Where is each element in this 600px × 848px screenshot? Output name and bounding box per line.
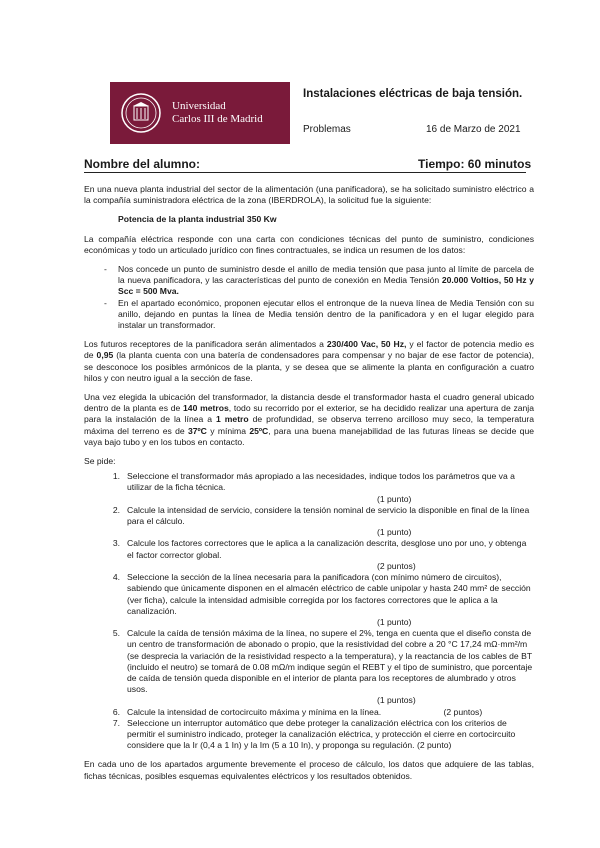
- student-name-label: Nombre del alumno:: [84, 157, 201, 171]
- bold-run: 140 metros: [183, 403, 229, 414]
- bold-run: 0,95: [96, 350, 114, 361]
- conditions-list: [84, 264, 534, 331]
- text-run: y mínima: [206, 425, 250, 436]
- question-number: 6.: [112, 706, 120, 717]
- text-run: Los futuros receptores de la panificadora serán alimentados a: [84, 339, 327, 350]
- question-item: [84, 505, 534, 539]
- question-item: [84, 718, 534, 752]
- list-item: [84, 264, 534, 298]
- questions-list: [84, 471, 534, 751]
- question-item: [84, 471, 534, 505]
- question-text: Seleccione el transformador más apropiado a las necesidades, indique todos los parámetros que va a utilizar de la ficha técnica.: [127, 471, 515, 493]
- closing-paragraph: En cada uno de los apartados argumente brevemente el proceso de cálculo, los datos que adquiere de las tablas, fichas técnicas, posibles esquemas equivalentes eléctricos y los resultados obtenidos.: [84, 759, 534, 781]
- question-number: 7.: [112, 717, 120, 728]
- question-text: Seleccione un interruptor automático que debe proteger la canalización eléctrica con los criterios de permitir el suministro indicado, proteger la canalización eléctrica, y protección el cierre en cortocircuito considere que la Ir (0,4 a 1 In) y la Im (5 a 10 In), y proponga su regulación.: [127, 717, 516, 751]
- question-points: (1 punto): [377, 527, 412, 538]
- se-pide-label: Se pide:: [84, 456, 116, 467]
- bullet-text: Nos concede un punto de suministro desde el anillo de media tensión que pasa junto al límite de parcela de la nueva panificadora, y las características del punto de conexión en Media Tensión: [118, 264, 534, 286]
- list-item: [84, 298, 534, 332]
- question-number: 3.: [112, 538, 120, 549]
- question-text: Calcule la intensidad de servicio, considere la tensión nominal de servicio la disponible en final de la línea para el cálculo.: [127, 504, 530, 527]
- doc-date: 16 de Marzo de 2021: [426, 124, 521, 135]
- text-run: y el factor de potencia medio es de: [84, 339, 535, 361]
- question-text: Calcule la caída de tensión máxima de la línea, no supere el 2%, tenga en cuenta que el diseño consta de un centro de transformación de abonado o propio, que la resistividad del cobre a 20 °C 17,24 mΩ·mm²/m (se desprecia la variación de la resistividad respecto a la temperatura), y la reactancia de los cables de BT (incluido el neutro) se tomará de 0.08 mΩ/m indique según el REBT y el tipo de suministro, que porcentaje de caída de tensión queda disponible en el interior de planta para los receptores de alumbrado y otros usos.: [127, 628, 533, 695]
- course-title: Instalaciones eléctricas de baja tensión.: [303, 88, 523, 100]
- question-text: Calcule los factores correctores que le aplica a la canalización descrita, desglose uno por uno, y obtenga el factor corrector global.: [127, 538, 527, 560]
- text-run: , para una buena manejabilidad de las futuras líneas se decide que vaya bajo tubo y en los tubos en contacto.: [84, 425, 535, 447]
- question-text: Seleccione la sección de la línea necesaria para la panificadora (con mínimo número de circuitos), sabiendo que únicamente disponen en el almacén eléctrico de cable unipolar y hasta 240 mm² de sección (ver ficha), calcule la intensidad admisible corregida por los factores correctores que le aplica a la canalización.: [127, 572, 531, 616]
- question-number: 5.: [112, 628, 120, 639]
- bold-run: 1 metro: [216, 414, 249, 425]
- question-points: (2 punto): [416, 740, 452, 751]
- bullet-bold: 20.000 Voltios, 50 Hz y Scc = 500 Mva.: [118, 275, 534, 297]
- time-limit-label: Tiempo: 60 minutos: [418, 157, 532, 171]
- university-seal-icon: [120, 92, 162, 134]
- bold-run: 37ºC: [187, 425, 207, 436]
- question-text: Calcule la intensidad de cortocircuito máxima y mínima en la línea.: [127, 706, 382, 717]
- question-item: [84, 538, 534, 572]
- power-request-text: Potencia de la planta industrial 350 Kw: [118, 214, 277, 225]
- question-points: (2 puntos): [443, 706, 483, 717]
- question-points: (2 puntos): [377, 560, 416, 571]
- doc-type: Problemas: [303, 124, 351, 135]
- question-item: [84, 628, 534, 706]
- power-request: [84, 214, 534, 225]
- text-run: (la planta cuenta con una batería de condensadores para compensar y no bajar de ese factor de potencia), se desconoce los posibles armónicos de la planta, y se desea que se alimente la planta en configuración a cuatro hilos y con neutro igual a la sección de fase.: [84, 350, 534, 383]
- question-points: (1 punto): [377, 493, 412, 504]
- problem-body: [84, 184, 534, 782]
- university-name: [172, 100, 263, 126]
- question-number: 1.: [112, 471, 120, 482]
- university-name-line1: Universidad: [172, 100, 226, 112]
- text-run: , todo su recorrido por el exterior, se ha decidido realizar una apertura de zanja para la instalación de la línea a: [84, 403, 534, 425]
- question-points: (1 punto): [377, 616, 412, 627]
- transformer-paragraph: [84, 392, 534, 448]
- university-logo: [110, 82, 290, 144]
- bold-run: 25ºC: [249, 425, 269, 436]
- question-points: (1 puntos): [377, 695, 416, 706]
- university-name-line2: Carlos III de Madrid: [172, 113, 263, 125]
- intro-paragraph: En una nueva planta industrial del sector de la alimentación (una panificadora), se ha solicitado suministro eléctrico a la compañía suministradora eléctrica de la zona (IBERDROLA), la solicitud fue la siguiente:: [84, 184, 534, 206]
- company-reply-paragraph: La compañía eléctrica responde con una carta con condiciones técnicas del punto de suministro, condiciones económicas y todo un articulado jurídico con fines contractuales, se indica un resumen de los datos:: [84, 233, 534, 255]
- text-run: Una vez elegida la ubicación del transformador, la distancia desde el transformador hasta el cuadro general ubicado dentro de la planta es de: [84, 392, 534, 414]
- text-run: de profundidad, se observa terreno arcilloso muy seco, la temperatura máxima del terreno es de: [84, 414, 534, 436]
- receptors-paragraph: [84, 339, 534, 384]
- bold-run: 230/400 Vac, 50 Hz,: [326, 339, 407, 350]
- divider: [84, 172, 526, 173]
- question-number: 2.: [112, 504, 120, 515]
- question-number: 4.: [112, 572, 120, 583]
- question-item: [84, 572, 534, 628]
- question-item: [84, 707, 534, 718]
- bullet-text: En el apartado económico, proponen ejecutar ellos el entronque de la nueva línea de Media Tensión con su anillo, dejando en puntas la línea de Media tensión dentro de la panificadora y en el lugar elegido para instalar un transformador.: [118, 297, 534, 331]
